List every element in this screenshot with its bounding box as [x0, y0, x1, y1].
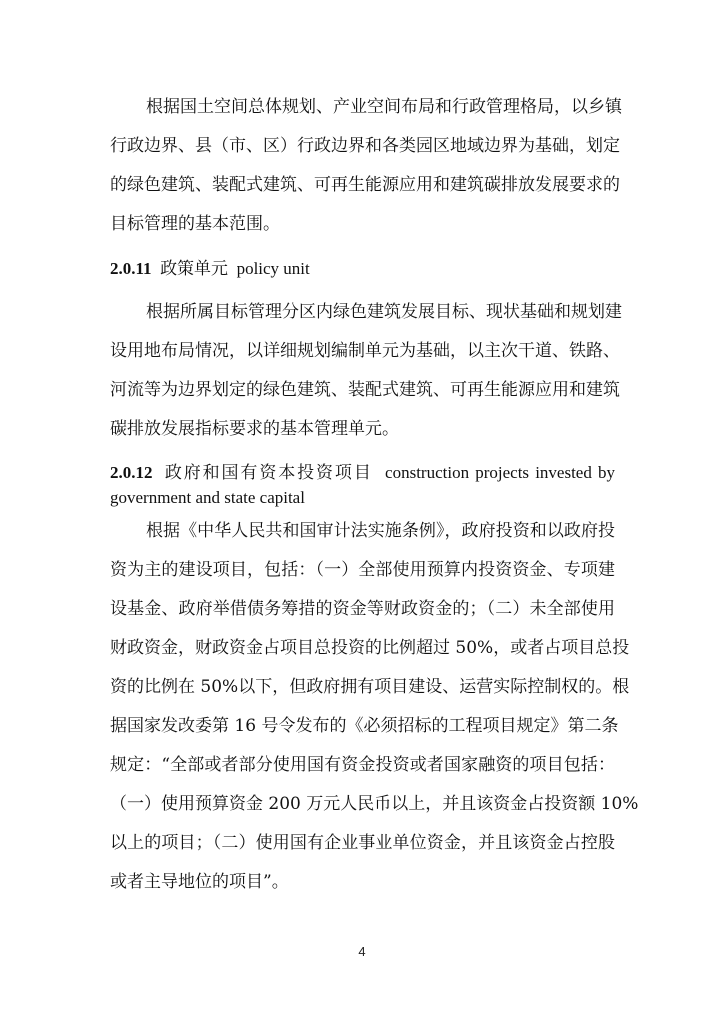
- paragraph-line: 财政资金，财政资金占项目总投资的比例超过 50%，或者占项目总投: [110, 638, 630, 658]
- paragraph-line: 设基金、政府举借债务筹措的资金等财政资金的；（二）未全部使用: [110, 599, 615, 619]
- section-title-cn: 政府和国有资本投资项目: [164, 463, 373, 482]
- paragraph-line: （一）使用预算资金 200 万元人民币以上，并且该资金占投资额 10%: [110, 794, 639, 814]
- section-title-cn: 政策单元: [160, 259, 229, 278]
- paragraph-line: 以上的项目；（二）使用国有企业事业单位资金，并且该资金占控股: [110, 833, 615, 853]
- paragraph-line: 的绿色建筑、装配式建筑、可再生能源应用和建筑碳排放发展要求的: [110, 175, 620, 195]
- section-title-en-continued: government and state capital: [110, 488, 305, 507]
- paragraph-line: 设用地布局情况，以详细规划编制单元为基础，以主次干道、铁路、: [110, 341, 620, 361]
- paragraph-line: 规定：“全部或者部分使用国有资金投资或者国家融资的项目包括：: [110, 755, 615, 775]
- paragraph-line: 根据《中华人民共和国审计法实施条例》，政府投资和以政府投: [146, 521, 615, 541]
- paragraph-line: 或者主导地位的项目”。: [110, 872, 289, 892]
- paragraph-line: 根据国土空间总体规划、产业空间布局和行政管理格局，以乡镇: [146, 97, 622, 117]
- section-heading-2-0-12: [110, 462, 615, 484]
- section-number: 2.0.12: [110, 463, 153, 482]
- section-number: 2.0.11: [110, 259, 152, 278]
- section-title-en: construction projects invested by: [385, 463, 616, 482]
- paragraph-line: 目标管理的基本范围。: [110, 214, 280, 234]
- paragraph-line: 据国家发改委第 16 号令发布的《必须招标的工程项目规定》第二条: [110, 716, 619, 736]
- paragraph-line: 资的比例在 50%以下，但政府拥有项目建设、运营实际控制权的。根: [110, 677, 630, 697]
- paragraph-line: 河流等为边界划定的绿色建筑、装配式建筑、可再生能源应用和建筑: [110, 380, 620, 400]
- page-number: 4: [358, 944, 366, 959]
- section-title-en: policy unit: [236, 259, 310, 278]
- paragraph-line: 资为主的建设项目，包括：（一）全部使用预算内投资资金、专项建: [110, 560, 615, 580]
- section-heading-2-0-11: [110, 258, 615, 280]
- paragraph-line: 碳排放发展指标要求的基本管理单元。: [110, 419, 399, 439]
- paragraph-line: 根据所属目标管理分区内绿色建筑发展目标、现状基础和规划建: [146, 302, 622, 322]
- paragraph-line: 行政边界、县（市、区）行政边界和各类园区地域边界为基础，划定: [110, 136, 620, 156]
